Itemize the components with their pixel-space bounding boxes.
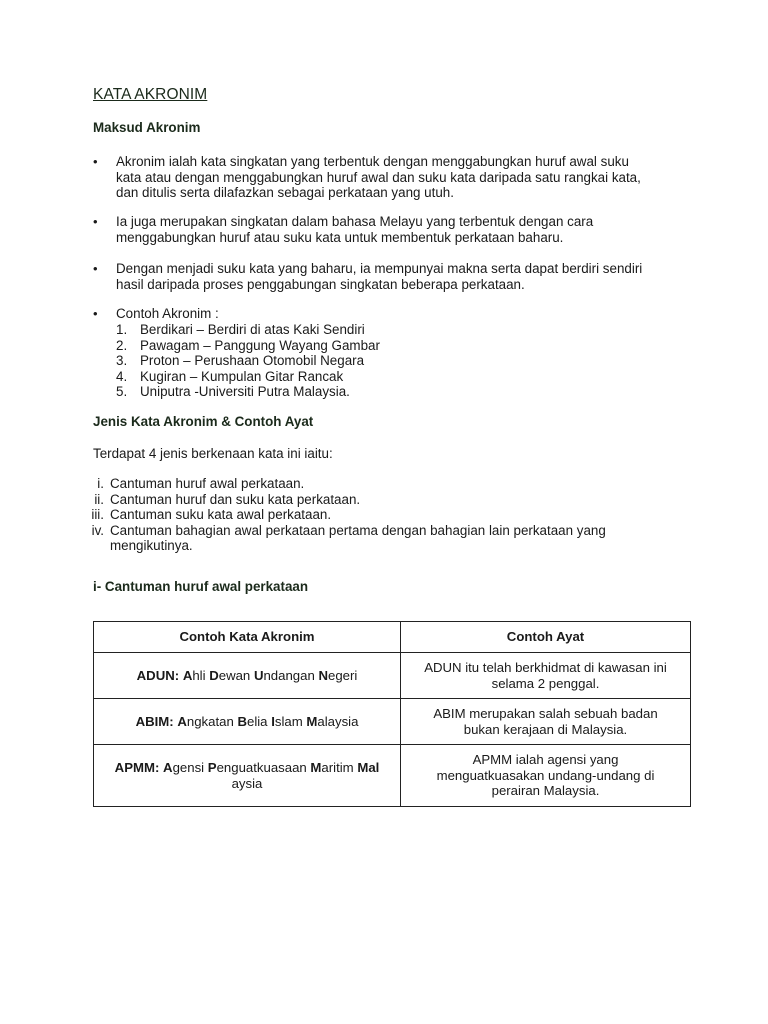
list-item: 3. Proton – Perushaan Otomobil Negara [116, 353, 365, 369]
sentence-cell: ABIM merupakan salah sebuah badan bukan kerajaan di Malaysia. [401, 699, 691, 745]
table-header-row [94, 622, 691, 653]
column-header: Contoh Ayat [401, 622, 691, 653]
bullet-icon: • [93, 261, 98, 276]
list-item: iii. Cantuman suku kata awal perkataan. [91, 507, 332, 523]
column-header: Contoh Kata Akronim [94, 622, 401, 653]
types-list [80, 476, 700, 554]
bullet-text: Dengan menjadi suku kata yang baharu, ia mempunyai makna serta dapat berdiri sendiri hasil daripada proses penggabungan singkatan beberapa perkataan. [116, 261, 643, 292]
example-list [116, 322, 380, 400]
acronym-cell: ADUN: Ahli Dewan Undangan Negeri [94, 653, 401, 699]
document-title: KATA AKRONIM [93, 86, 208, 103]
bullet-icon: • [93, 154, 98, 169]
list-item: ii. Cantuman huruf dan suku kata perkataan. [94, 491, 361, 507]
sentence-cell: ADUN itu telah berkhidmat di kawasan ini selama 2 penggal. [401, 653, 691, 699]
list-item: 4. Kugiran – Kumpulan Gitar Rancak [116, 368, 344, 384]
section-heading-maksud: Maksud Akronim [93, 120, 201, 135]
intro-text: Terdapat 4 jenis berkenaan kata ini iaitu: [93, 446, 333, 461]
table-row [94, 745, 691, 807]
list-item: iv. Cantuman bahagian awal perkataan pertama dengan bahagian lain perkataan yang mengikutinya. [91, 522, 606, 554]
acronym-cell: ABIM: Angkatan Belia Islam Malaysia [94, 699, 401, 745]
example-table [93, 621, 691, 807]
bullet-icon: • [93, 214, 98, 229]
section-heading-jenis: Jenis Kata Akronim & Contoh Ayat [93, 414, 314, 429]
table-row [94, 699, 691, 745]
sentence-cell: APMM ialah agensi yang menguatkuasakan undang-undang di perairan Malaysia. [401, 745, 691, 807]
bullet-icon: • [93, 306, 98, 321]
table-row [94, 653, 691, 699]
bullet-text: Akronim ialah kata singkatan yang terbentuk dengan menggabungkan huruf awal suku kata atau dengan menggabungkan huruf awal dan suku kata daripada satu rangkai kata, dan ditulis serta dilafazkan sebagai perkataan yang utuh. [116, 154, 641, 201]
bullet-text: Contoh Akronim : [116, 306, 219, 321]
acronym-cell: APMM: Agensi Penguatkuasaan Maritim Mal aysia [94, 745, 401, 807]
list-item: 5. Uniputra -Universiti Putra Malaysia. [116, 384, 350, 400]
list-item: 2. Pawagam – Panggung Wayang Gambar [116, 337, 380, 353]
list-item: i. Cantuman huruf awal perkataan. [97, 476, 305, 491]
section-heading-cantuman: i- Cantuman huruf awal perkataan [93, 579, 309, 594]
list-item: 1. Berdikari – Berdiri di atas Kaki Sendiri [116, 322, 365, 337]
bullet-text: Ia juga merupakan singkatan dalam bahasa Melayu yang terbentuk dengan cara menggabungkan huruf atau suku kata untuk membentuk perkataan baharu. [116, 214, 594, 245]
